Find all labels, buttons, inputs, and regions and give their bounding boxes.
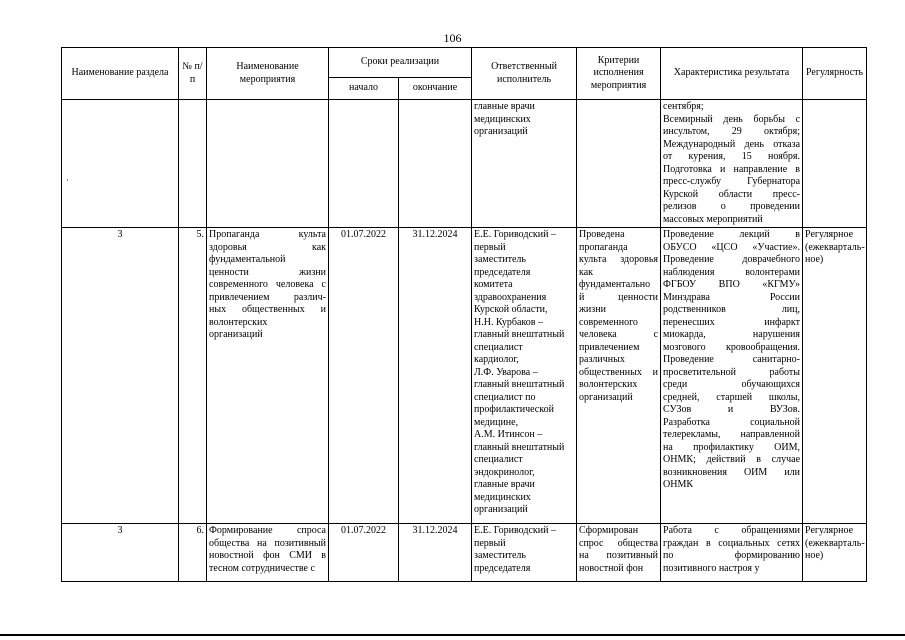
event-cell [207,100,329,228]
responsible-cell-line: главные врачи [474,101,535,112]
regularity-cell [803,524,867,582]
header-section-name: Наименование раздела [62,48,179,100]
end-date-cell: 31.12.2024 [399,228,472,524]
result-cell-line: среди обучающихся [663,379,801,390]
responsible-cell-line: медицинских [474,113,531,125]
criteria-cell-line: культа здоровья [579,254,659,265]
result-cell-line: Проведение санитарно- [663,354,801,365]
table-row [62,100,867,228]
num-cell: 6. [179,524,207,582]
result-cell [661,100,803,228]
criteria-cell-line: новостной фон [579,562,644,574]
responsible-cell-line: медицине, [474,416,519,428]
result-cell-line: мозгового кровообращения. [663,341,801,353]
regularity-cell-line: Регулярное [805,525,854,536]
header-terms: Сроки реализации [329,48,472,78]
event-cell-line: ценности жизни [209,266,326,278]
result-cell-line: ОБУСО «ЦСО «Участие». [663,241,801,253]
criteria-cell-line: й ценности [579,291,659,303]
result-cell-line: позитивного настроя у [663,562,760,574]
result-cell-line: пресс-службу Губернатора [663,176,801,187]
event-cell-line: привлечением различ- [209,291,326,303]
header-result: Характеристика результата [661,48,803,100]
responsible-cell-line: профилактической [474,404,554,415]
header-end: окончание [399,78,472,100]
event-cell-line: Формирование спроса [209,525,326,536]
result-cell-line: Курской области пресс- [663,188,801,200]
responsible-cell-line: заместитель [474,550,526,561]
regularity-cell-line: Регулярное [805,229,854,240]
result-cell-line: СУЗов и ВУЗов. [663,404,801,415]
criteria-cell-line: современного [579,316,638,328]
responsible-cell [472,524,577,582]
responsible-cell-line: специалист [474,341,523,353]
result-cell-line: Проведение доврачебного [663,254,801,265]
event-cell-line: волонтерских [209,316,268,328]
header-start: начало [329,78,399,100]
event-cell-line: ных общественных и [209,304,326,315]
responsible-cell-line: комитета [474,279,513,290]
event-cell-line: Пропаганда культа [209,229,326,240]
responsible-cell-line: главные врачи [474,479,535,490]
responsible-cell-line: Л.Ф. Уварова – [474,366,538,378]
event-cell-line: новостной фон СМИ в [209,550,326,561]
responsible-cell-line: медицинских [474,491,531,503]
regularity-cell-line: (ежекварталь- [805,537,865,549]
result-cell-line: массовых мероприятий [663,213,763,225]
event-cell [207,228,329,524]
header-criteria: Критерии исполнения мероприятия [577,48,661,100]
responsible-cell-line: заместитель [474,254,526,265]
responsible-cell-line: организаций [474,126,528,137]
header-num: № п/п [179,48,207,100]
result-cell-line: сентября; [663,101,704,112]
regularity-cell [803,228,867,524]
result-cell-line: граждан в социальных сетях [663,537,801,549]
event-cell-line: здоровья как [209,241,326,253]
section-cell: 3 [62,524,179,582]
result-cell-line: наблюдения волонтерами [663,266,801,278]
responsible-cell-line: первый [474,241,506,253]
result-cell-line: Международный день отказа [663,138,801,150]
criteria-cell-line: пропаганда [579,241,628,253]
result-cell-line: Всемирный день борьбы с [663,113,801,125]
responsible-cell-line: здравоохранения [474,291,547,303]
result-cell-line: возникновения ОИМ или [663,466,801,478]
header-row-1 [62,48,867,78]
criteria-cell-line: общественных и [579,366,659,378]
result-cell-line: ОНМК [663,479,694,490]
criteria-cell-line: волонтерских [579,379,638,390]
responsible-cell-line: главный внештатный [474,379,565,390]
regularity-cell-line: ное) [805,254,824,265]
result-cell-line: на профилактику ОИМ, [663,441,801,453]
num-cell: 5. [179,228,207,524]
event-cell-line: современного человека с [209,279,326,290]
table-row [62,524,867,582]
responsible-cell-line: кардиолог, [474,354,519,365]
result-cell-line: перенесших инфаркт [663,316,801,328]
regularity-cell [803,100,867,228]
start-date-cell: 01.07.2022 [329,228,399,524]
criteria-cell-line: на позитивный [579,550,659,561]
result-cell-line: по формированию [663,550,801,561]
result-cell-line: релизов о проведении [663,201,801,212]
criteria-cell-line: жизни [579,304,606,315]
result-cell-line: Подготовка и направление в [663,163,801,175]
responsible-cell [472,228,577,524]
criteria-cell-line: Сформирован [579,525,639,536]
page-number: 106 [443,31,462,45]
responsible-cell-line: главный внештатный [474,329,565,340]
responsible-cell-line: Н.Н. Курбаков – [474,316,543,328]
criteria-cell-line: Проведена [579,229,625,240]
result-cell-line: родственников лиц, [663,304,801,315]
criteria-cell-line: человека с [579,329,659,340]
section-cell [62,100,179,228]
regularity-cell-line: (ежекварталь- [805,241,865,253]
plan-table [61,47,867,582]
responsible-cell-line: специалист [474,454,523,465]
criteria-cell-line: привлечением [579,341,640,353]
header-responsible: Ответственный исполнитель [472,48,577,100]
result-cell-line: ОНМК; действий в случае [663,454,801,465]
result-cell-line: инсультом, 29 октября; [663,126,801,137]
section-cell: 3 [62,228,179,524]
result-cell-line: ФГБОУ ВПО «КГМУ» [663,279,801,290]
end-date-cell [399,100,472,228]
event-cell [207,524,329,582]
result-cell-line: миокарда, нарушения [663,329,801,340]
event-cell-line: фундаментальной [209,254,286,265]
result-cell [661,228,803,524]
criteria-cell-line: спрос общества [579,537,659,549]
bottom-border [0,634,905,636]
stray-mark: · [66,175,69,185]
header-regularity: Регулярность [803,48,867,100]
regularity-cell-line: ное) [805,550,824,561]
result-cell-line: от курения, 15 ноября. [663,151,801,162]
event-cell-line: организаций [209,329,263,340]
responsible-cell [472,100,577,228]
result-cell [661,524,803,582]
start-date-cell [329,100,399,228]
responsible-cell-line: Е.Е. Гориводский – [474,525,556,536]
responsible-cell-line: специалист по [474,391,536,403]
responsible-cell-line: Е.Е. Гориводский – [474,229,556,240]
criteria-cell [577,228,661,524]
table-row [62,228,867,524]
result-cell-line: Проведение лекций в [663,229,801,240]
responsible-cell-line: председателя [474,266,531,278]
result-cell-line: просветительной работы [663,366,801,378]
responsible-cell-line: главный внештатный [474,441,565,453]
responsible-cell-line: эндокринолог, [474,466,535,478]
event-cell-line: общества на позитивный [209,537,326,549]
criteria-cell-line: фундаментально [579,279,651,290]
criteria-cell-line: как [579,266,594,278]
end-date-cell: 31.12.2024 [399,524,472,582]
responsible-cell-line: первый [474,537,506,549]
responsible-cell-line: Курской области, [474,304,548,315]
start-date-cell: 01.07.2022 [329,524,399,582]
event-cell-line: тесном сотрудничестве с [209,562,315,574]
responsible-cell-line: председателя [474,562,531,574]
header-event-name: Наименование мероприятия [207,48,329,100]
result-cell-line: телерекламы, направленной [663,429,801,440]
criteria-cell-line: различных [579,354,625,365]
criteria-cell [577,524,661,582]
responsible-cell-line: А.М. Итинсон – [474,429,543,440]
criteria-cell [577,100,661,228]
result-cell-line: Разработка социальной [663,416,801,428]
result-cell-line: средней, старшей школы, [663,391,801,403]
num-cell [179,100,207,228]
result-cell-line: Работа с обращениями [663,525,801,536]
result-cell-line: Минздрава России [663,291,801,303]
criteria-cell-line: организаций [579,391,633,403]
responsible-cell-line: организаций [474,504,528,515]
